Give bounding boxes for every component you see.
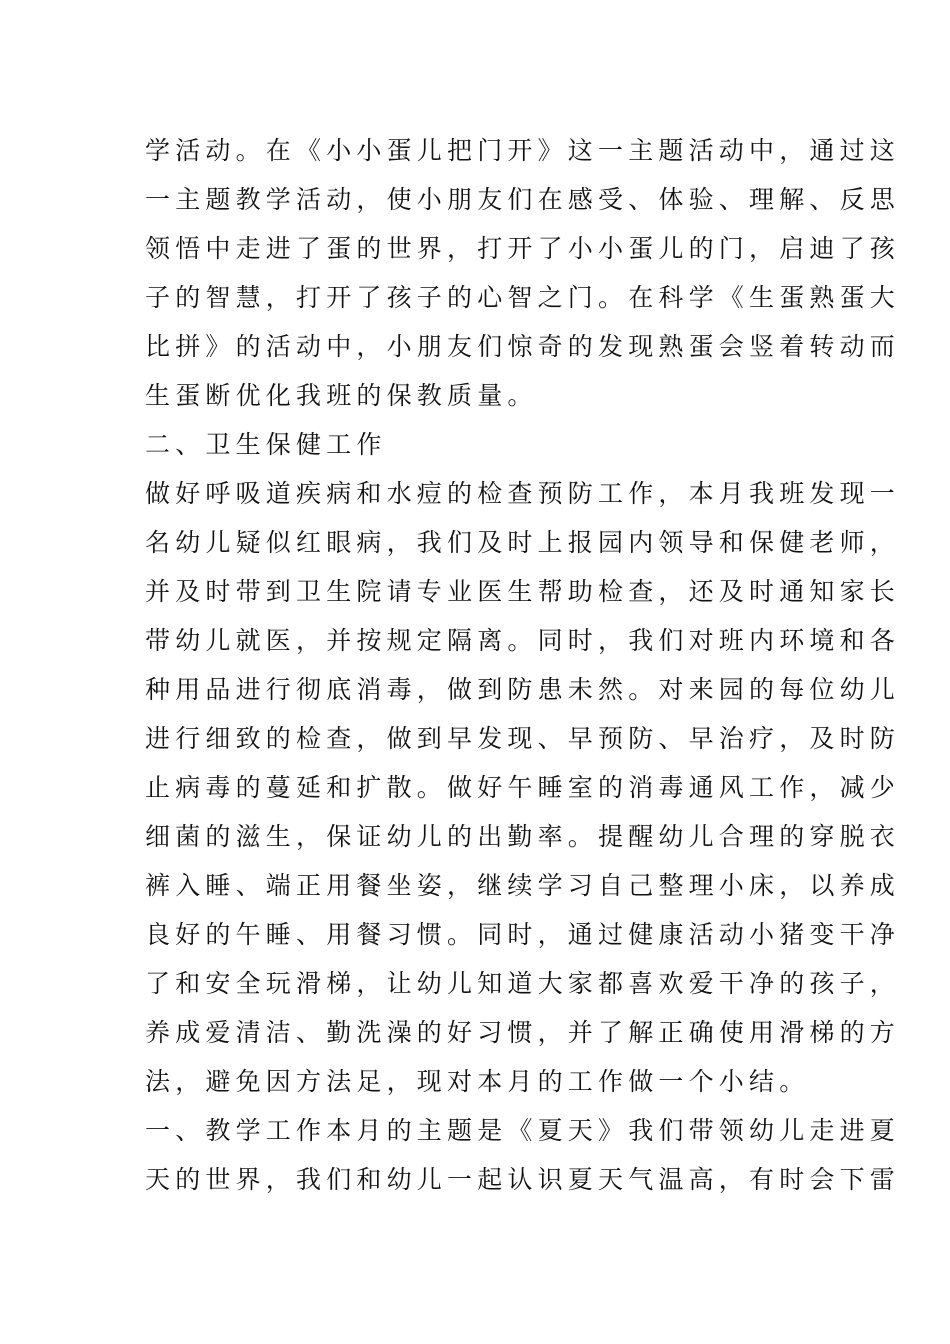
text-line: 学活动。在《小小蛋儿把门开》这一主题活动中，通过这 <box>145 136 901 165</box>
text-line: 进行细致的检查，做到早发现、早预防、早治疗，及时防 <box>145 724 901 753</box>
text-line: 养成爱清洁、勤洗澡的好习惯，并了解正确使用滑梯的方 <box>145 1018 901 1047</box>
text-line: 一、教学工作本月的主题是《夏天》我们带领幼儿走进夏 <box>145 1116 901 1145</box>
text-line: 子的智慧，打开了孩子的心智之门。在科学《生蛋熟蛋大 <box>145 283 901 312</box>
text-line: 裤入睡、端正用餐坐姿，继续学习自己整理小床，以养成 <box>145 871 901 900</box>
text-line: 天的世界，我们和幼儿一起认识夏天气温高，有时会下雷 <box>145 1165 901 1194</box>
text-line: 一主题教学活动，使小朋友们在感受、体验、理解、反思 <box>145 185 901 214</box>
text-line: 生蛋断优化我班的保教质量。 <box>145 381 538 410</box>
body-text <box>145 126 901 1204</box>
text-line: 良好的午睡、用餐习惯。同时，通过健康活动小猪变干净 <box>145 920 901 949</box>
text-line: 止病毒的蔓延和扩散。做好午睡室的消毒通风工作，减少 <box>145 773 901 802</box>
text-line: 带幼儿就医，并按规定隔离。同时，我们对班内环境和各 <box>145 626 901 655</box>
text-line: 做好呼吸道疾病和水痘的检查预防工作，本月我班发现一 <box>145 479 901 508</box>
text-line: 法，避免因方法足，现对本月的工作做一个小结。 <box>145 1067 810 1096</box>
text-line: 并及时带到卫生院请专业医生帮助检查，还及时通知家长 <box>145 577 901 606</box>
text-line: 种用品进行彻底消毒，做到防患未然。对来园的每位幼儿 <box>145 675 901 704</box>
text-line: 了和安全玩滑梯，让幼儿知道大家都喜欢爱干净的孩子， <box>145 969 901 998</box>
text-line: 比拼》的活动中，小朋友们惊奇的发现熟蛋会竖着转动而 <box>145 332 901 361</box>
text-line: 细菌的滋生，保证幼儿的出勤率。提醒幼儿合理的穿脱衣 <box>145 822 901 851</box>
section-heading: 二、卫生保健工作 <box>145 430 387 459</box>
text-line: 领悟中走进了蛋的世界，打开了小小蛋儿的门，启迪了孩 <box>145 234 901 263</box>
text-line: 名幼儿疑似红眼病，我们及时上报园内领导和保健老师， <box>145 528 901 557</box>
